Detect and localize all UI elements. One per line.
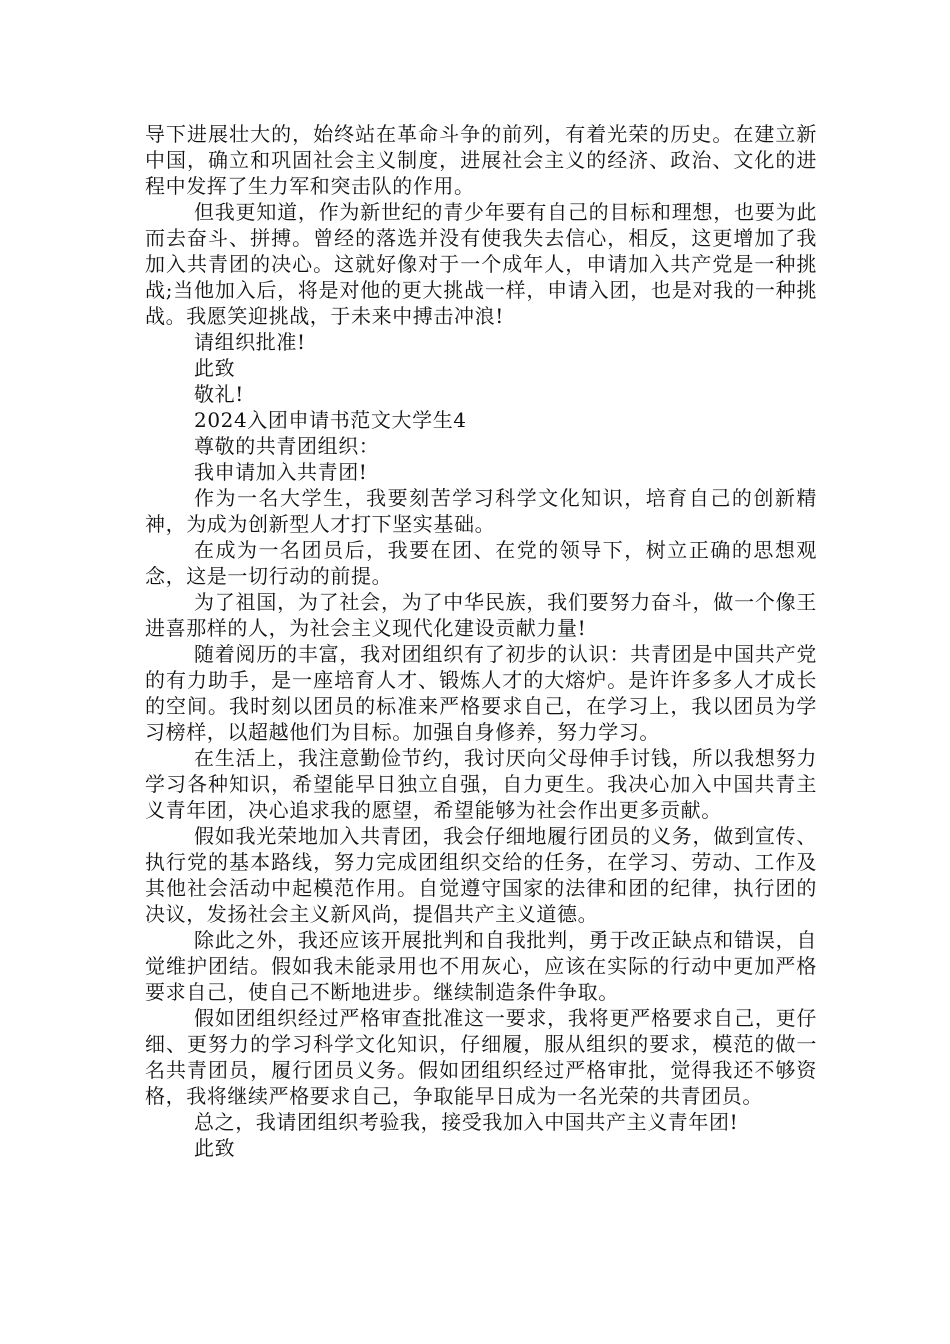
body-paragraph: 除此之外，我还应该开展批判和自我批判，勇于改正缺点和错误，自觉维护团结。假如我未能录用也不用灰心，应该在实际的行动中更加严格要求自己，使自己不断地进步。继续制造条件争取。 — [145, 928, 817, 1004]
body-paragraph: 假如团组织经过严格审查批准这一要求，我将更严格要求自己，更仔细、更努力的学习科学文化知识，仔细履，服从组织的要求，模范的做一名共青团员，履行团员义务。假如团组织经过严格审批，觉得我还不够资格，我将继续严格要求自己，争取能早日成为一名光荣的共青团员。 — [145, 1006, 817, 1108]
body-paragraph: 为了祖国，为了社会，为了中华民族，我们要努力奋斗，做一个像王进喜那样的人，为社会主义现代化建设贡献力量! — [145, 590, 817, 640]
document-body — [145, 121, 817, 1161]
body-paragraph: 总之，我请团组织考验我，接受我加入中国共产主义青年团! — [194, 1110, 739, 1134]
body-paragraph: 随着阅历的丰富，我对团组织有了初步的认识：共青团是中国共产党的有力助手，是一座培育人才、锻炼人才的大熔炉。是许许多多人才成长的空间。我时刻以团员的标准来严格要求自己，在学习上，我以团员为学习榜样，以超越他们为目标。加强自身修养，努力学习。 — [145, 642, 817, 744]
body-paragraph: 假如我光荣地加入共青团，我会仔细地履行团员的义务，做到宣传、执行党的基本路线，努力完成团组织交给的任务，在学习、劳动、工作及其他社会活动中起模范作用。自觉遵守国家的法律和团的纪律，执行团的决议，发扬社会主义新风尚，提倡共产主义道德。 — [145, 824, 817, 926]
salutation-line: 尊敬的共青团组织： — [194, 434, 380, 458]
body-paragraph: 在成为一名团员后，我要在团、在党的领导下，树立正确的思想观念，这是一切行动的前提。 — [145, 538, 817, 588]
closing-respect-line: 敬礼! — [194, 382, 244, 406]
closing-approve-line: 请组织批准! — [194, 330, 306, 354]
declaration-line: 我申请加入共青团! — [194, 460, 368, 484]
body-paragraph: 作为一名大学生，我要刻苦学习科学文化知识，培育自己的创新精神，为成为创新型人才打下坚实基础。 — [145, 486, 817, 536]
section-title: 2024入团申请书范文大学生4 — [194, 408, 467, 432]
future-goals-paragraph: 但我更知道，作为新世纪的青少年要有自己的目标和理想，也要为此而去奋斗、拼搏。曾经的落选并没有使我失去信心，相反，这更增加了我加入共青团的决心。这就好像对于一个成年人，申请加入共产党是一种挑战;当他加入后，将是对他的更大挑战一样，申请入团，也是对我的一种挑战。我愿笑迎挑战，于未来中搏击冲浪! — [145, 200, 817, 328]
final-salute-line: 此致 — [194, 1136, 236, 1160]
closing-salute-line: 此致 — [194, 356, 236, 380]
opening-continuation-paragraph: 导下进展壮大的，始终站在革命斗争的前列，有着光荣的历史。在建立新中国，确立和巩固社会主义制度，进展社会主义的经济、政治、文化的进程中发挥了生力军和突击队的作用。 — [145, 122, 817, 198]
body-paragraph: 在生活上，我注意勤俭节约，我讨厌向父母伸手讨钱，所以我想努力学习各种知识，希望能早日独立自强，自力更生。我决心加入中国共青主义青年团，决心追求我的愿望，希望能够为社会作出更多贡献。 — [145, 746, 817, 822]
